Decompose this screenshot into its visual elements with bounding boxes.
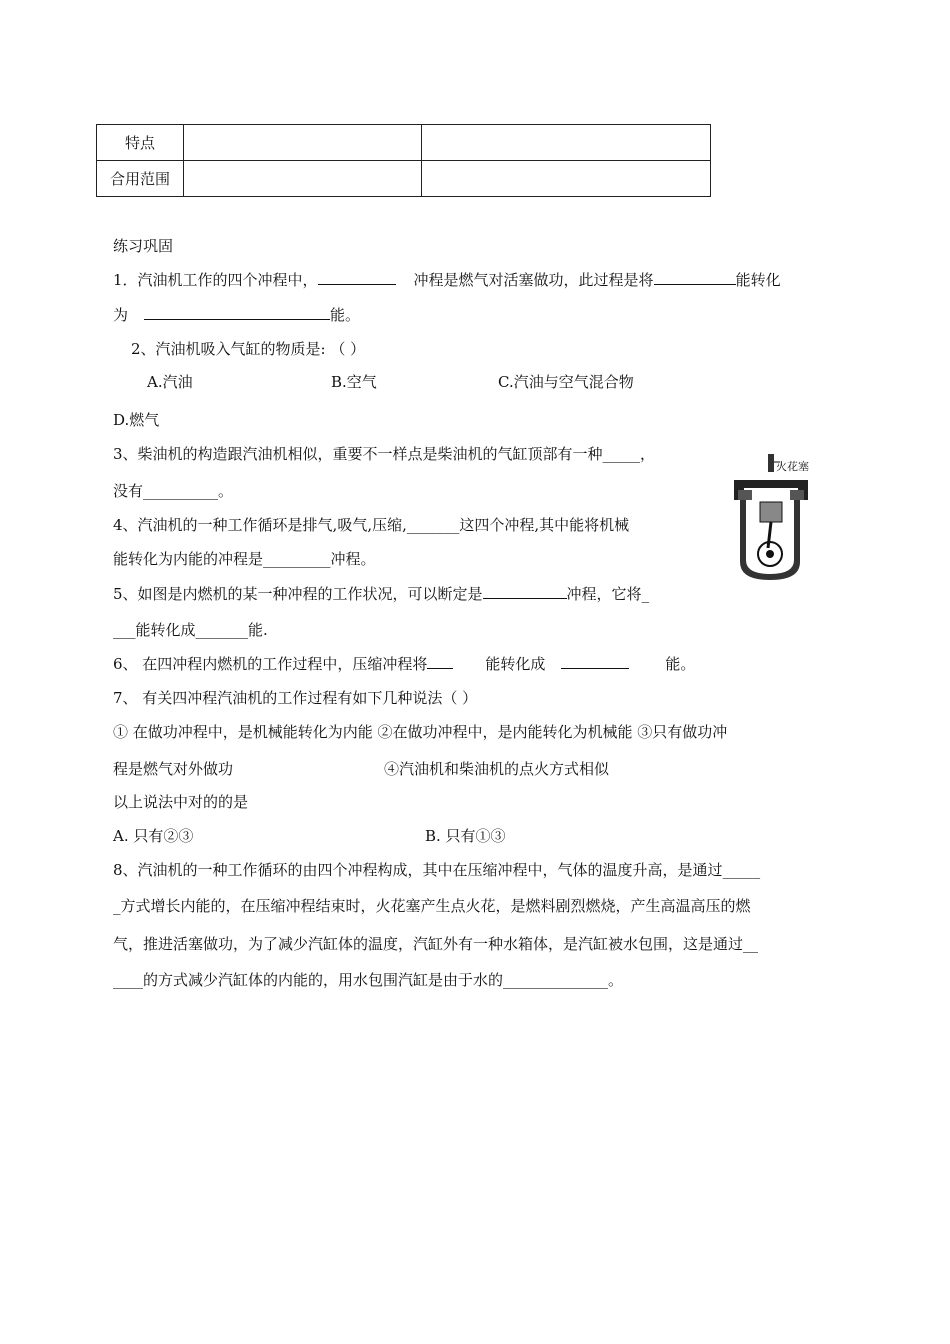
q1-text-a: 1．汽油机工作的四个冲程中， (113, 271, 318, 289)
q1-text-b: 冲程是燃气对活塞做功，此过程是将 (413, 271, 654, 289)
q1-text-d: 为 (113, 306, 129, 324)
answer-blank: _____ (602, 445, 641, 463)
q7-option-a: A. 只有②③ (113, 827, 194, 845)
q4-text-c: 能转化为内能的冲程是 (113, 550, 264, 568)
section-title: 练习巩固 (113, 237, 174, 255)
q2-option-a: A.汽油 (147, 373, 193, 391)
q4-text-d: 冲程。 (330, 550, 376, 568)
question-8-line-1 (113, 860, 760, 880)
question-6 (113, 654, 695, 674)
q7-statements-line-2a: 程是燃气对外做功 (113, 760, 234, 778)
question-5-line-1 (113, 584, 649, 604)
comparison-table (96, 124, 711, 197)
q7-prompt: 以上说法中对的的是 (113, 793, 249, 811)
answer-blank: ______________ (503, 971, 609, 989)
table-row-header: 合用范围 (97, 161, 184, 197)
q4-text-b: 这四个冲程,其中能将机械 (459, 516, 630, 534)
q3-text-d: 。 (218, 482, 234, 500)
table-row-header: 特点 (97, 125, 184, 161)
question-8-line-2 (113, 896, 751, 916)
question-2: 2、汽油机吸入气缸的物质是: （ ） (131, 340, 366, 358)
answer-blank (144, 305, 330, 320)
answer-blank (483, 584, 567, 599)
answer-blank: ____ (113, 971, 143, 989)
question-1-line-2 (113, 305, 360, 325)
q7-option-b: B. 只有①③ (425, 827, 506, 845)
q6-text-a: 6、 在四冲程内燃机的工作过程中，压缩冲程将 (113, 655, 428, 673)
question-5-line-2 (113, 620, 268, 640)
q5-text-a: 5、如图是内燃机的某一种冲程的工作状况，可以断定是 (113, 585, 483, 603)
table-cell (184, 161, 422, 197)
question-3-line-2 (113, 481, 233, 501)
q3-text-b: ， (640, 445, 656, 463)
q6-text-c: 能。 (665, 655, 696, 673)
answer-blank: ___ (113, 621, 136, 639)
table-cell (184, 125, 422, 161)
q1-text-c: 能转化 (735, 271, 781, 289)
q8-text-2: 方式增长内能的，在压缩冲程结束时，火花塞产生点火花，是燃料剧烈燃烧，产生高温高压的燃 (120, 897, 751, 915)
q8-text-4a: 的方式减少汽缸体的内能的，用水包围汽缸是由于水的 (143, 971, 504, 989)
q5-text-c: 能转化成 (135, 621, 196, 639)
q4-text-a: 4、汽油机的一种工作循环是排气,吸气,压缩, (113, 516, 407, 534)
question-7: 7、 有关四冲程汽油机的工作过程有如下几种说法（ ） (113, 689, 478, 707)
answer-blank: __ (743, 935, 759, 953)
q6-text-b: 能转化成 (485, 655, 546, 673)
answer-blank: _______ (195, 621, 249, 639)
answer-blank: __________ (143, 482, 219, 500)
q2-option-d: D.燃气 (113, 411, 160, 429)
question-8-line-3 (113, 934, 758, 954)
question-4-line-1 (113, 515, 629, 535)
q3-text-c: 没有 (113, 482, 144, 500)
question-1-line-1 (113, 270, 781, 290)
question-4-line-2 (113, 549, 376, 569)
answer-blank (561, 654, 629, 669)
spark-plug-label: 火花塞 (776, 460, 809, 473)
q3-text-a: 3、柴油机的构造跟汽油机相似，重要不一样点是柴油机的气缸顶部有一种 (113, 445, 603, 463)
q2-option-b: B.空气 (331, 373, 377, 391)
answer-blank: _ (641, 585, 650, 603)
piston-icon (760, 502, 782, 522)
answer-blank: _________ (263, 550, 331, 568)
q2-option-c: C.汽油与空气混合物 (498, 373, 634, 391)
q8-text-3: 气，推进活塞做功，为了减少汽缸体的温度，汽缸外有一种水箱体，是汽缸被水包围，这是通过 (113, 935, 744, 953)
q8-text-4b: 。 (608, 971, 624, 989)
spark-plug-icon (768, 454, 774, 472)
answer-blank: _______ (406, 516, 460, 534)
q7-statements-line-1: ① 在做功冲程中，是机械能转化为内能 ②在做功冲程中，是内能转化为机械能 ③只有做功冲 (113, 723, 728, 741)
table-cell (422, 125, 711, 161)
table-cell (422, 161, 711, 197)
answer-blank (318, 270, 396, 285)
q8-text-1: 8、汽油机的一种工作循环的由四个冲程构成，其中在压缩冲程中，气体的温度升高，是通过 (113, 861, 723, 879)
answer-blank: _____ (722, 861, 761, 879)
answer-blank (654, 270, 736, 285)
table-row (97, 125, 711, 161)
table-row (97, 161, 711, 197)
answer-blank: _ (113, 897, 121, 915)
question-3-line-1 (113, 444, 655, 464)
q5-text-d: 能. (248, 621, 268, 639)
q7-statements-line-2b: ④汽油机和柴油机的点火方式相似 (384, 760, 610, 778)
answer-blank (427, 654, 453, 669)
q5-text-b: 冲程，它将 (566, 585, 642, 603)
q1-text-e: 能。 (330, 306, 361, 324)
question-8-line-4 (113, 970, 623, 990)
